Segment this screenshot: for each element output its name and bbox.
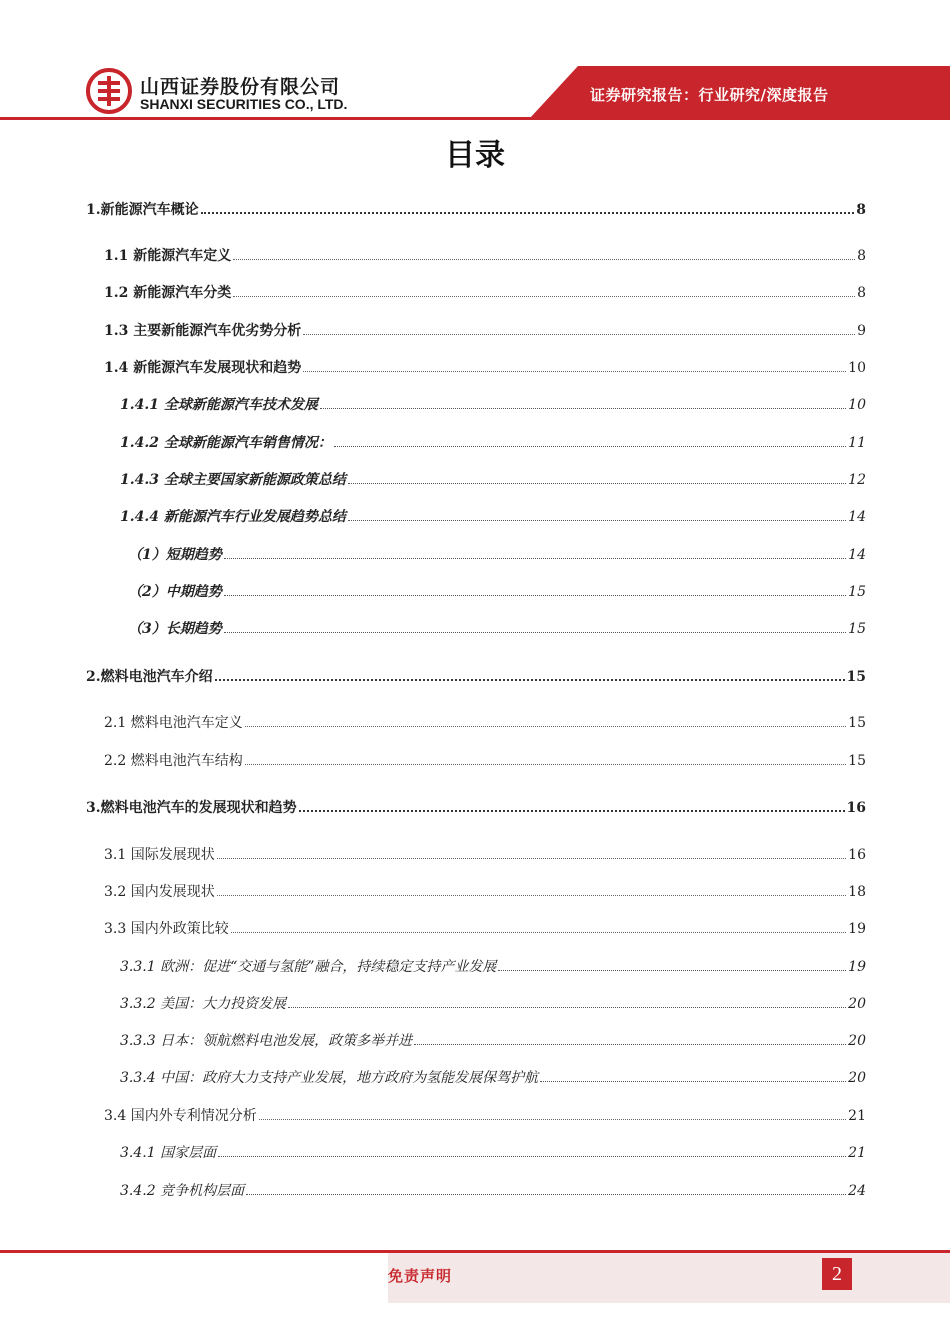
toc-label: 1.1 新能源汽车定义: [104, 248, 232, 264]
toc-label: 3.3.4 中国：政府大力支持产业发展，地方政府为氢能发展保驾护航: [120, 1070, 539, 1086]
company-name-cn: 山西证券股份有限公司: [140, 76, 341, 98]
toc-leader: [414, 1044, 846, 1045]
toc-entry[interactable]: [86, 666, 866, 686]
toc-leader: [245, 764, 846, 765]
toc-label: 3.3.1 欧洲：促进“交通与氢能”融合，持续稳定支持产业发展: [120, 959, 497, 975]
company-logo-icon: [86, 68, 132, 114]
toc-page: 9: [857, 323, 866, 339]
report-type: 证券研究报告：行业研究/深度报告: [590, 86, 829, 104]
page-title: 目录: [445, 138, 505, 173]
toc-leader: [245, 726, 846, 727]
toc-leader: [201, 212, 855, 214]
toc-entry[interactable]: [104, 712, 866, 732]
header-rule: [0, 117, 950, 120]
toc-label: 3.燃料电池汽车的发展现状和趋势: [86, 800, 297, 816]
company-name-en: SHANXI SECURITIES CO., LTD.: [140, 96, 348, 112]
toc-page: 10: [848, 397, 866, 413]
toc-entry[interactable]: [86, 797, 866, 817]
toc-entry[interactable]: [104, 918, 866, 938]
toc-label: 1.4 新能源汽车发展现状和趋势: [104, 360, 302, 376]
toc-label: 1.新能源汽车概论: [86, 202, 199, 218]
toc-leader: [303, 371, 846, 372]
toc-page: 24: [848, 1183, 866, 1199]
toc-label: 1.3 主要新能源汽车优劣势分析: [104, 323, 302, 339]
toc-page: 19: [848, 921, 866, 937]
toc-page: 15: [848, 753, 866, 769]
toc-entry[interactable]: [120, 469, 866, 489]
footer-band: [388, 1253, 950, 1303]
toc-label: 1.4.2 全球新能源汽车销售情况：: [120, 435, 332, 451]
toc-label: 3.3.3 日本：领航燃料电池发展，政策多举并进: [120, 1033, 413, 1049]
toc-entry[interactable]: [104, 1105, 866, 1125]
toc-entry[interactable]: [128, 544, 866, 564]
toc-entry[interactable]: [120, 1180, 866, 1200]
toc-label: 2.2 燃料电池汽车结构: [104, 753, 243, 769]
toc-leader: [231, 932, 846, 933]
toc-label: 3.1 国际发展现状: [104, 847, 215, 863]
toc-entry[interactable]: [120, 506, 866, 526]
toc-leader: [348, 520, 846, 521]
toc-page: 12: [848, 472, 866, 488]
toc-entry[interactable]: [86, 199, 866, 219]
toc-entry[interactable]: [104, 881, 866, 901]
toc-entry[interactable]: [128, 618, 866, 638]
toc-leader: [540, 1081, 846, 1082]
toc-entry[interactable]: [128, 581, 866, 601]
toc-label: （1）短期趋势: [128, 547, 222, 563]
toc-page: 8: [857, 285, 866, 301]
toc-leader: [348, 483, 846, 484]
toc-page: 14: [848, 509, 866, 525]
toc-label: 3.4.2 竞争机构层面: [120, 1183, 245, 1199]
toc-label: 2.1 燃料电池汽车定义: [104, 715, 243, 731]
toc-page: 18: [848, 884, 866, 900]
toc-label: 1.4.3 全球主要国家新能源政策总结: [120, 472, 346, 488]
toc-leader: [233, 296, 855, 297]
toc-leader: [233, 259, 855, 260]
toc-page: 16: [846, 800, 866, 816]
toc-leader: [224, 632, 846, 633]
toc-leader: [217, 858, 846, 859]
toc-leader: [218, 1156, 846, 1157]
toc-leader: [320, 408, 846, 409]
toc-label: 1.2 新能源汽车分类: [104, 285, 232, 301]
toc-label: 1.4.1 全球新能源汽车技术发展: [120, 397, 318, 413]
toc-entry[interactable]: [104, 357, 866, 377]
toc-entry[interactable]: [104, 320, 866, 340]
toc-leader: [246, 1194, 846, 1195]
toc-entry[interactable]: [120, 993, 866, 1013]
toc-entry[interactable]: [120, 956, 866, 976]
toc-leader: [215, 679, 845, 681]
toc-label: （3）长期趋势: [128, 621, 222, 637]
toc-leader: [217, 895, 846, 896]
toc-leader: [498, 970, 846, 971]
toc-leader: [259, 1119, 846, 1120]
toc-entry[interactable]: [120, 1067, 866, 1087]
toc-page: 14: [848, 547, 866, 563]
toc-page: 8: [857, 248, 866, 264]
toc-entry[interactable]: [120, 394, 866, 414]
toc-leader: [288, 1007, 846, 1008]
toc-label: 3.4 国内外专利情况分析: [104, 1108, 257, 1124]
toc-label: 3.4.1 国家层面: [120, 1145, 217, 1161]
toc-label: 3.3 国内外政策比较: [104, 921, 229, 937]
toc-label: 2.燃料电池汽车介绍: [86, 669, 213, 685]
toc-page: 16: [848, 847, 866, 863]
toc-page: 15: [848, 621, 866, 637]
toc-page: 15: [848, 715, 866, 731]
toc-leader: [299, 810, 845, 812]
toc-label: 3.2 国内发展现状: [104, 884, 215, 900]
toc-page: 20: [848, 1033, 866, 1049]
toc-page: 20: [848, 996, 866, 1012]
toc-page: 21: [848, 1108, 866, 1124]
toc-page: 21: [848, 1145, 866, 1161]
toc-page: 8: [856, 202, 866, 218]
toc-entry[interactable]: [120, 1142, 866, 1162]
toc-leader: [334, 446, 846, 447]
toc-page: 10: [848, 360, 866, 376]
toc-page: 15: [848, 584, 866, 600]
toc-entry[interactable]: [104, 245, 866, 265]
disclaimer-link[interactable]: 免责声明: [388, 1267, 453, 1285]
toc-leader: [224, 558, 846, 559]
toc-label: 3.3.2 美国：大力投资发展: [120, 996, 287, 1012]
toc-page: 11: [848, 435, 866, 451]
toc-entry[interactable]: [104, 750, 866, 770]
toc-entry[interactable]: [120, 432, 866, 452]
toc-leader: [303, 334, 855, 335]
toc-entry[interactable]: [104, 282, 866, 302]
page-number: 2: [822, 1258, 852, 1290]
toc-entry[interactable]: [120, 1030, 866, 1050]
toc-page: 20: [848, 1070, 866, 1086]
toc-page: 19: [848, 959, 866, 975]
toc-page: 15: [846, 669, 866, 685]
toc-label: （2）中期趋势: [128, 584, 222, 600]
toc-leader: [224, 595, 846, 596]
page-header: [0, 0, 950, 125]
toc-entry[interactable]: [104, 844, 866, 864]
toc-label: 1.4.4 新能源汽车行业发展趋势总结: [120, 509, 346, 525]
